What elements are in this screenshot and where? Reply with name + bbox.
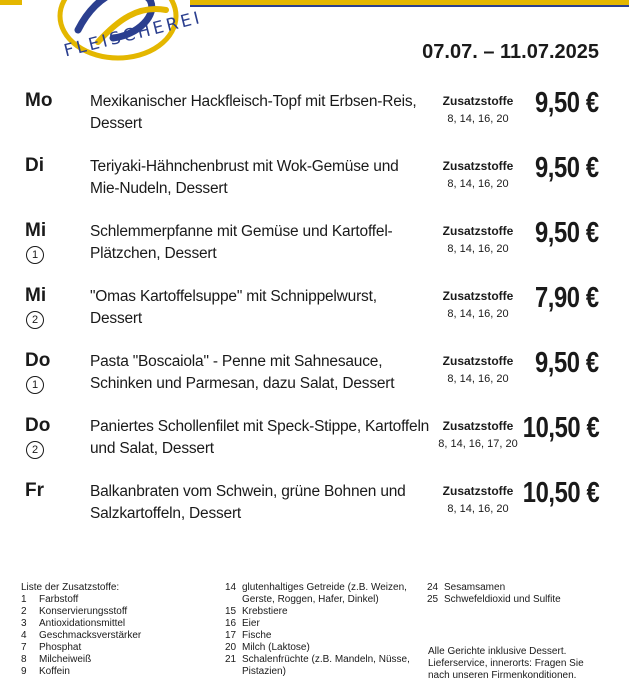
additives-numbers: 8, 14, 16, 20 [447,178,509,190]
day-label: Mi [25,285,47,306]
legend-title: Liste der Zusatzstoffe: [21,582,120,593]
price: 10,50 € [522,477,599,509]
menu-row-do-1 [0,347,629,412]
legend-item: 25 Schwefeldioxid und Sulfite [427,594,561,605]
footer-note-line: Lieferservice, innerorts: Fragen Sie [428,658,584,669]
brand-text: FLEISCHEREI [62,7,205,62]
footer-note-line: Alle Gerichte inklusive Dessert. [428,646,567,657]
day-label: Mi [25,220,47,241]
additives-numbers: 8, 14, 16, 20 [447,373,509,385]
dish-description: Schlemmerpfanne mit Gemüse und Kartoffel-Plätzchen, Dessert [90,223,393,262]
dish-description: Balkanbraten vom Schwein, grüne Bohnen und Salzkartoffeln, Dessert [90,483,406,522]
additives-label: Zusatzstoffe [442,159,514,173]
variant-badge: 1 [26,246,44,264]
day-label: Di [25,155,44,176]
legend-item: 14 glutenhaltiges Getreide (z.B. Weizen, [225,582,407,593]
additives-numbers: 8, 14, 16, 17, 20 [438,438,518,450]
additives-label: Zusatzstoffe [442,354,514,368]
variant-badge: 2 [26,311,44,329]
top-accent-line [190,5,629,7]
legend-item: 16 Eier [225,618,260,629]
additives-numbers: 8, 14, 16, 20 [447,113,509,125]
dish-description: Pasta "Boscaiola" - Penne mit Sahnesauce, Schinken und Parmesan, dazu Salat, Dessert [90,353,395,392]
legend-item: 7 Phosphat [21,642,82,653]
legend-item: 21 Schalenfrüchte (z.B. Mandeln, Nüsse, [225,654,410,665]
variant-badge: 2 [26,441,44,459]
additives-label: Zusatzstoffe [442,484,514,498]
footer-note [428,646,584,682]
legend-item: Pistazien) [242,666,286,677]
day-label: Do [25,350,51,371]
additives-numbers: 8, 14, 16, 20 [447,243,509,255]
day-label: Do [25,415,51,436]
dish-description: Paniertes Schollenfilet mit Speck-Stippe, Kartoffeln und Salat, Dessert [90,418,430,457]
additives-legend-col3 [427,582,561,606]
top-accent-bar-left [0,0,22,5]
dish-description: Teriyaki-Hähnchenbrust mit Wok-Gemüse und Mie-Nudeln, Dessert [90,158,399,197]
footer-note-line: nach unseren Firmenkonditionen. [428,670,577,681]
menu-row-do-2 [0,412,629,477]
price: 10,50 € [522,412,599,444]
variant-badge: 1 [26,376,44,394]
price: 9,50 € [535,217,599,249]
legend-item: 9 Koffein [21,666,70,677]
additives-numbers: 8, 14, 16, 20 [447,308,509,320]
menu-row-mi-2 [0,282,629,347]
legend-item: 17 Fische [225,630,272,641]
day-label: Mo [25,90,53,111]
additives-label: Zusatzstoffe [442,224,514,238]
date-range: 07.07. – 11.07.2025 [422,41,599,63]
legend-item: 8 Milcheiweiß [21,654,92,665]
additives-numbers: 8, 14, 16, 20 [447,503,509,515]
legend-item: 15 Krebstiere [225,606,288,617]
menu-row-fr [0,477,629,542]
legend-item: Gerste, Roggen, Hafer, Dinkel) [242,594,379,605]
additives-legend-col2 [225,582,410,678]
additives-label: Zusatzstoffe [442,289,514,303]
additives-label: Zusatzstoffe [442,419,514,433]
price: 9,50 € [535,347,599,379]
legend-item: 3 Antioxidationsmittel [21,618,126,629]
additives-label: Zusatzstoffe [442,94,514,108]
legend-item: 20 Milch (Laktose) [225,642,310,653]
price: 7,90 € [535,282,599,314]
menu-row-mo [0,87,629,152]
menu-row-di [0,152,629,217]
legend-item: 24 Sesamsamen [427,582,506,593]
legend-item: 4 Geschmacksverstärker [21,630,142,641]
price: 9,50 € [535,152,599,184]
menu-row-mi-1 [0,217,629,282]
price: 9,50 € [535,87,599,119]
dish-description: "Omas Kartoffelsuppe" mit Schnippelwurst, Dessert [90,288,377,327]
legend-item: 1 Farbstoff [21,594,79,605]
additives-legend-col1 [21,582,141,678]
legend-item: 2 Konservierungsstoff [21,606,128,617]
dish-description: Mexikanischer Hackfleisch-Topf mit Erbsen-Reis, Dessert [90,93,417,132]
day-label: Fr [25,480,44,501]
